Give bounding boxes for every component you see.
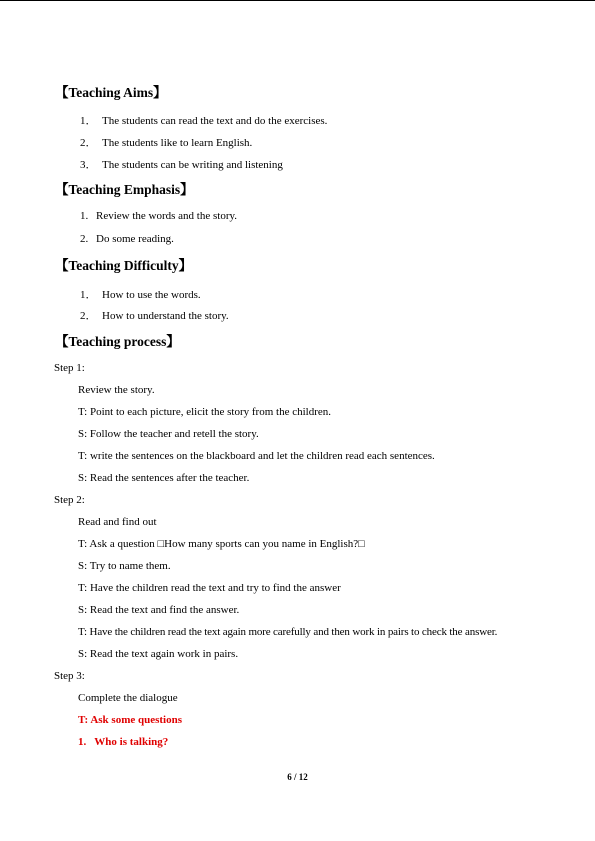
step-label: Step 2:	[54, 494, 85, 506]
difficulty-item	[80, 307, 229, 323]
step-line: S: Read the text again work in pairs.	[78, 648, 239, 660]
step-line: T: write the sentences on the blackboard and let the children read each sentences.	[78, 450, 435, 462]
list-number: 3．	[80, 159, 97, 171]
list-text: The students like to learn English.	[102, 137, 253, 149]
emphasis-heading: 【Teaching Emphasis】	[55, 182, 194, 197]
difficulty-heading: 【Teaching Difficulty】	[55, 258, 193, 273]
step-line: Complete the dialogue	[78, 692, 178, 704]
list-text: How to use the words.	[102, 289, 201, 301]
process-heading: 【Teaching process】	[55, 334, 180, 349]
step-line-highlight: 1. Who is talking?	[78, 736, 169, 748]
list-number: 1.	[80, 210, 89, 222]
step-line: T: Point to each picture, elicit the story from the children.	[78, 406, 331, 418]
list-text: Do some reading.	[96, 233, 174, 245]
list-text: The students can be writing and listening	[102, 159, 283, 171]
page-number: 6 / 12	[287, 772, 308, 782]
step-line: T: Ask a question □How many sports can you name in English?□	[78, 538, 365, 550]
list-text: How to understand the story.	[102, 310, 229, 322]
step-line: Review the story.	[78, 384, 155, 396]
aims-item	[80, 134, 252, 150]
list-number: 1．	[80, 115, 97, 127]
aims-item	[80, 112, 327, 128]
step-label: Step 1:	[54, 362, 85, 374]
step-line: S: Try to name them.	[78, 560, 171, 572]
step-label: Step 3:	[54, 670, 85, 682]
emphasis-item	[80, 210, 237, 222]
step-line: T: Have the children read the text and try to find the answer	[78, 582, 341, 594]
step-line: S: Follow the teacher and retell the story.	[78, 428, 259, 440]
list-text: The students can read the text and do the exercises.	[102, 115, 328, 127]
list-number: 2．	[80, 310, 97, 322]
step-line: S: Read the sentences after the teacher.	[78, 472, 250, 484]
list-number: 2．	[80, 137, 97, 149]
step-line: T: Have the children read the text again more carefully and then work in pairs to check the answer.	[78, 626, 498, 638]
aims-heading: 【Teaching Aims】	[55, 85, 167, 100]
list-text: Review the words and the story.	[96, 210, 238, 222]
step-line: S: Read the text and find the answer.	[78, 604, 240, 616]
aims-item	[80, 156, 283, 172]
step-line: Read and find out	[78, 516, 157, 528]
list-number: 1．	[80, 289, 97, 301]
step-line-highlight: T: Ask some questions	[78, 714, 183, 726]
difficulty-item	[80, 286, 201, 302]
list-number: 2.	[80, 233, 89, 245]
page-top-border	[0, 0, 595, 1]
emphasis-item	[80, 233, 174, 245]
